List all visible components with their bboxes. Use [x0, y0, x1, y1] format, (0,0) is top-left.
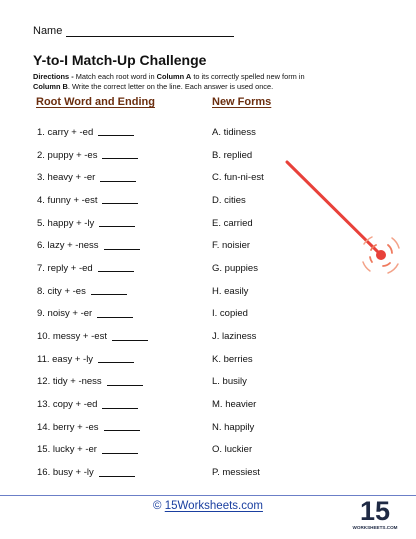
logo-number: 15: [359, 496, 391, 526]
pointer-ring: [392, 238, 399, 248]
footer-divider: [0, 495, 416, 496]
new-form-item: B. replied: [212, 149, 253, 161]
name-label: Name: [33, 25, 63, 37]
pointer-dot: [376, 250, 386, 260]
root-word-text: 16. busy + -ly: [37, 467, 94, 479]
new-form-item: P. messiest: [212, 467, 260, 479]
pointer-ring: [363, 262, 370, 271]
root-word-text: 14. berry + -es: [37, 421, 99, 433]
directions-text-2: to its correctly spelled new form in: [191, 72, 305, 81]
root-word-text: 6. lazy + -ness: [37, 240, 99, 252]
new-form-item: K. berries: [212, 353, 253, 365]
site-link[interactable]: 15Worksheets.com: [164, 500, 263, 512]
directions-col-b: Column B: [33, 82, 68, 91]
root-word-text: 1. carry + -ed: [37, 126, 94, 138]
directions-col-a: Column A: [156, 72, 192, 81]
worksheet-title: Y-to-I Match-Up Challenge: [33, 52, 207, 68]
new-form-item: H. easily: [212, 285, 249, 297]
new-form-item: C. fun-ni-est: [212, 172, 264, 184]
directions-label: Directions -: [33, 72, 74, 81]
root-word-text: 8. city + -es: [37, 285, 86, 297]
root-word-text: 9. noisy + -er: [37, 308, 93, 320]
root-word-text: 12. tidy + -ness: [37, 376, 102, 388]
root-word-text: 10. messy + -est: [37, 331, 107, 343]
column-b-heading: New Forms: [212, 96, 272, 108]
new-form-item: G. puppies: [212, 262, 258, 274]
root-word-text: 5. happy + -ly: [37, 217, 95, 229]
root-word-text: 11. easy + -ly: [37, 353, 94, 365]
new-form-item: L. busily: [212, 376, 247, 388]
new-form-item: I. copied: [212, 308, 248, 320]
new-form-item: F. noisier: [212, 240, 251, 252]
root-word-text: 7. reply + -ed: [37, 262, 93, 274]
root-word-text: 4. funny + -est: [37, 194, 98, 206]
pointer-ring: [383, 263, 390, 266]
new-form-item: A. tidiness: [212, 126, 256, 138]
logo-subtext: WORKSHEETS.COM: [352, 525, 398, 530]
directions-text-1: Match each root word in: [73, 72, 157, 81]
footer: [0, 500, 416, 512]
new-form-item: D. cities: [212, 194, 246, 206]
pointer-ring: [388, 264, 398, 273]
root-word-text: 15. lucky + -er: [37, 444, 97, 456]
new-form-item: M. heavier: [212, 399, 257, 411]
column-a-heading: Root Word and Ending: [36, 96, 155, 108]
pointer-ring: [370, 257, 372, 262]
new-form-item: J. laziness: [212, 331, 257, 343]
root-word-text: 2. puppy + -es: [37, 149, 98, 161]
copyright-symbol: ©: [153, 500, 162, 512]
root-word-text: 13. copy + -ed: [37, 399, 98, 411]
directions-text-3: . Write the correct letter on the line. Each answer is used once.: [67, 82, 274, 91]
pointer-ring: [388, 245, 392, 253]
new-form-item: N. happily: [212, 421, 255, 433]
root-word-text: 3. heavy + -er: [37, 172, 96, 184]
new-form-item: O. luckier: [212, 444, 253, 456]
worksheets-logo: [352, 493, 398, 533]
new-form-item: E. carried: [212, 217, 253, 229]
